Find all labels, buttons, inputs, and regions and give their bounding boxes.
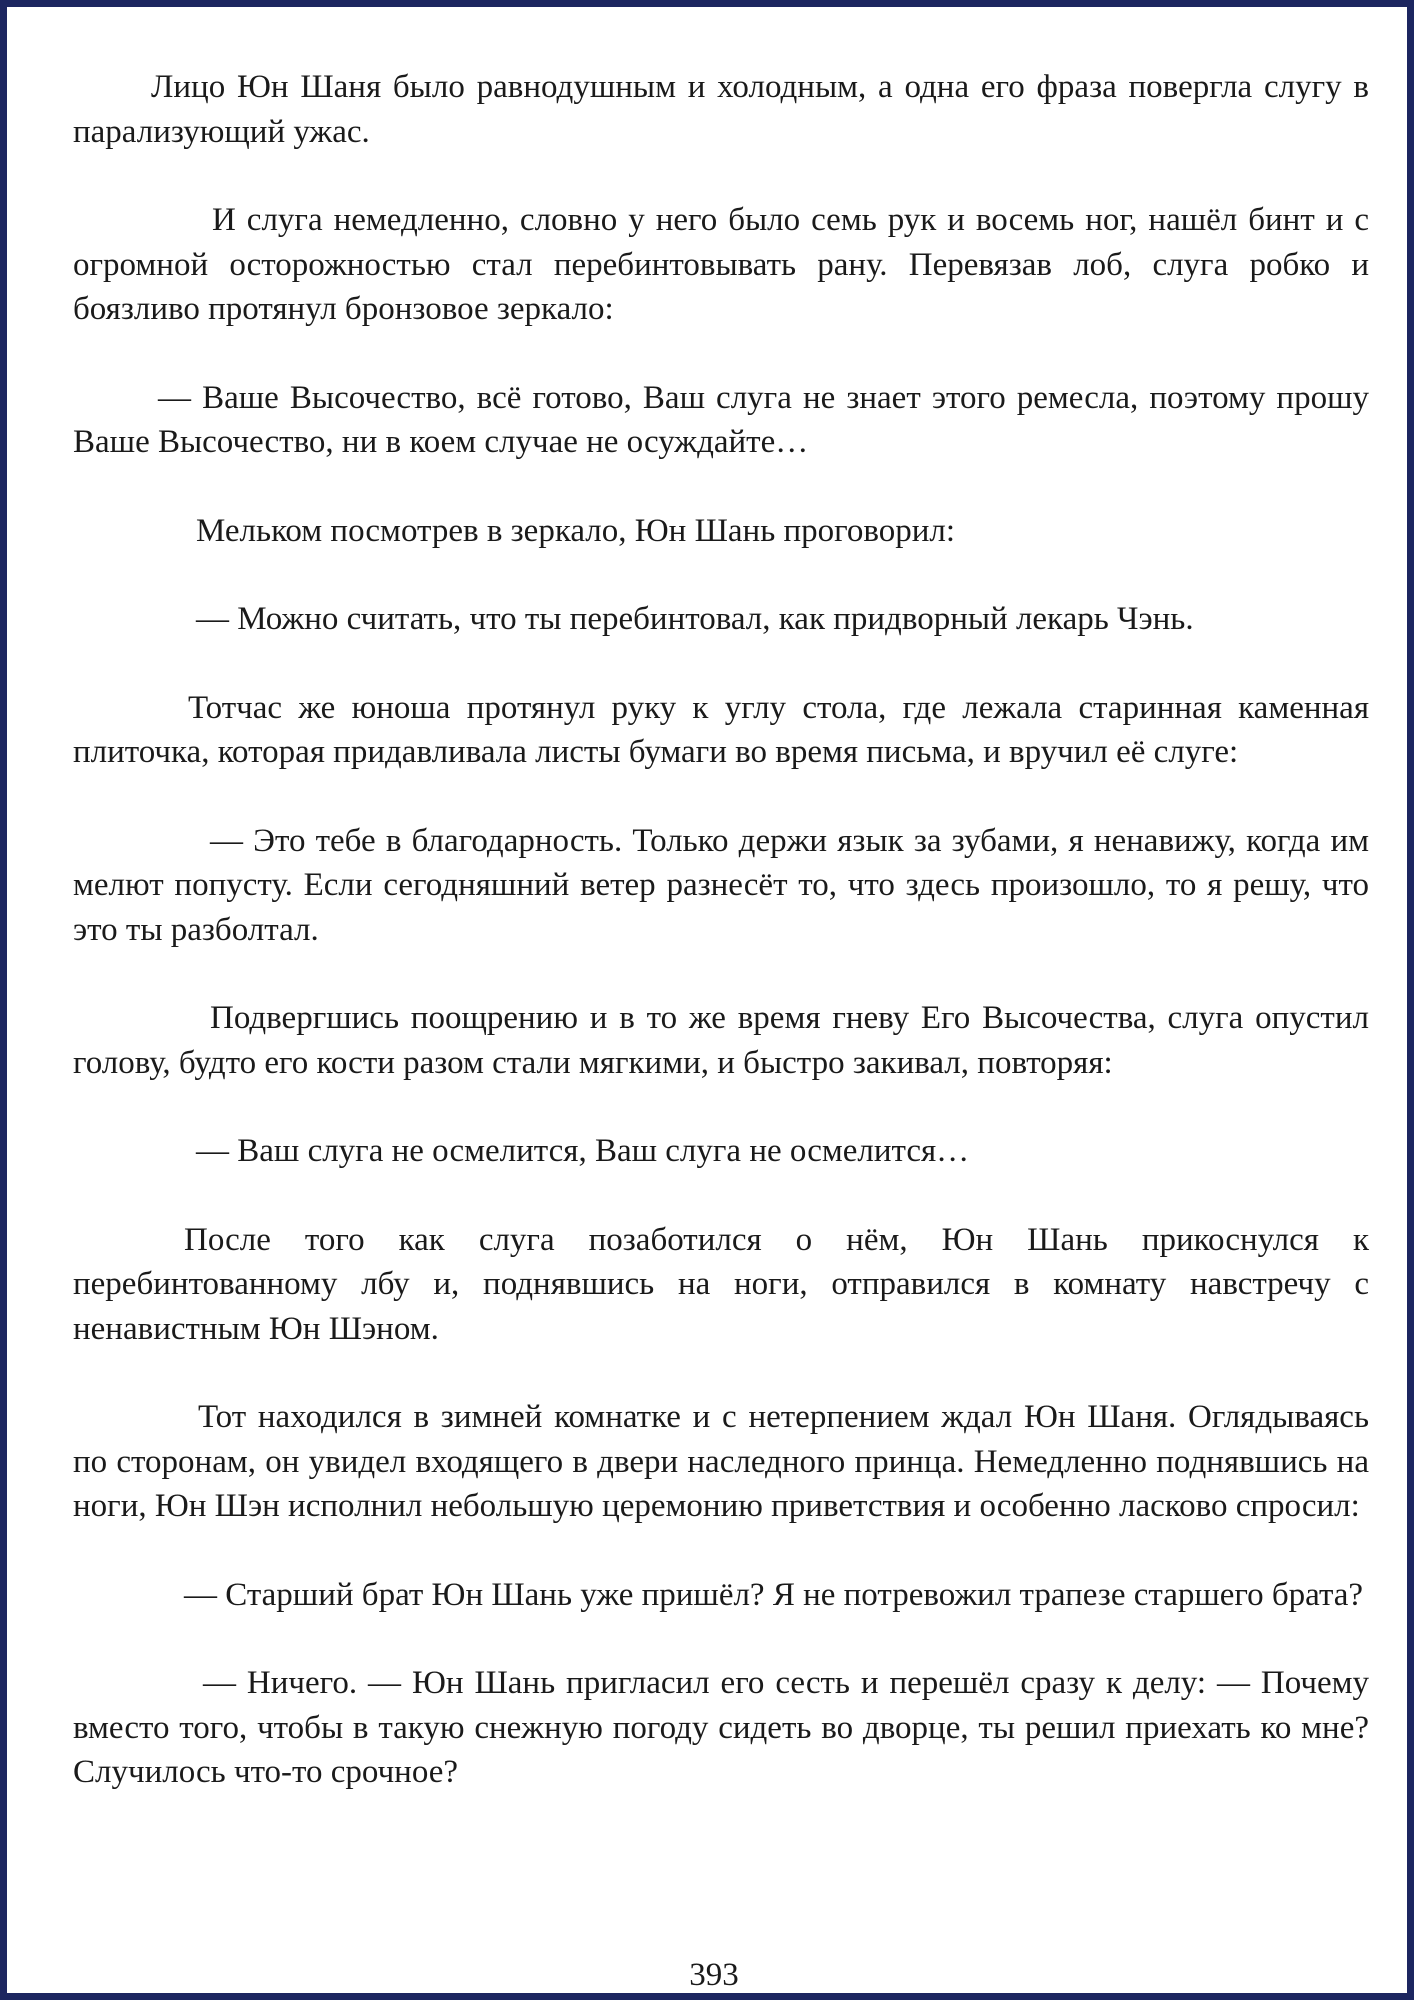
paragraph: Мельком посмотрев в зеркало, Юн Шань проговорил: — [196, 512, 956, 549]
paragraph: — Ваше Высочество, всё готово, Ваш слуга не знает этого ремесла, поэтому прошу Ваше Высочество, ни в коем случае не осуждайте… — [73, 379, 1369, 460]
paragraph: — Старший брат Юн Шань уже пришёл? Я не потревожил трапезе старшего брата? — [184, 1576, 1364, 1613]
page-number: 393 — [689, 1957, 739, 1993]
paragraph: — Ничего. — Юн Шань пригласил его сесть и перешёл сразу к делу: — Почему вместо того, чтобы в такую снежную погоду сидеть во дворце, ты решил приехать ко мне? Случилось что-то срочное? — [73, 1665, 1369, 1790]
text-body — [73, 65, 1369, 1795]
paragraph: — Это тебе в благодарность. Только держи язык за зубами, я ненавижу, когда им мелют попусту. Если сегодняшний ветер разнесёт то, что здесь произошло, то я решу, что это ты разболтал. — [73, 822, 1369, 948]
paragraph: Лицо Юн Шаня было равнодушным и холодным, а одна его фраза повергла слугу в парализующий ужас. — [73, 69, 1369, 150]
paragraph: — Ваш слуга не осмелится, Ваш слуга не осмелится… — [196, 1133, 970, 1169]
paragraph: Подвергшись поощрению и в то же время гневу Его Высочества, слуга опустил голову, будто его кости разом стали мягкими, и быстро закивал, повторяя: — [73, 1000, 1369, 1081]
paragraph: После того как слуга позаботился о нём, Юн Шань прикоснулся к перебинтованному лбу и, поднявшись на ноги, отправился в комнату навстречу с ненавистным Юн Шэном. — [73, 1221, 1369, 1347]
paragraph: Тотчас же юноша протянул руку к углу стола, где лежала старинная каменная плиточка, которая придавливала листы бумаги во время письма, и вручил её слуге: — [73, 689, 1369, 770]
paragraph: И слуга немедленно, словно у него было семь рук и восемь ног, нашёл бинт и с огромной осторожностью стал перебинтовывать рану. Перевязав лоб, слуга робко и боязливо протянул бронзовое зеркало: — [73, 202, 1369, 327]
paragraph: Тот находился в зимней комнатке и с нетерпением ждал Юн Шаня. Оглядываясь по сторонам, он увидел входящего в двери наследного принца. Немедленно поднявшись на ноги, Юн Шэн исполнил небольшую церемонию приветствия и особенно ласково спросил: — [73, 1399, 1369, 1524]
paragraph: — Можно считать, что ты перебинтовал, как придворный лекарь Чэнь. — [196, 601, 1194, 637]
